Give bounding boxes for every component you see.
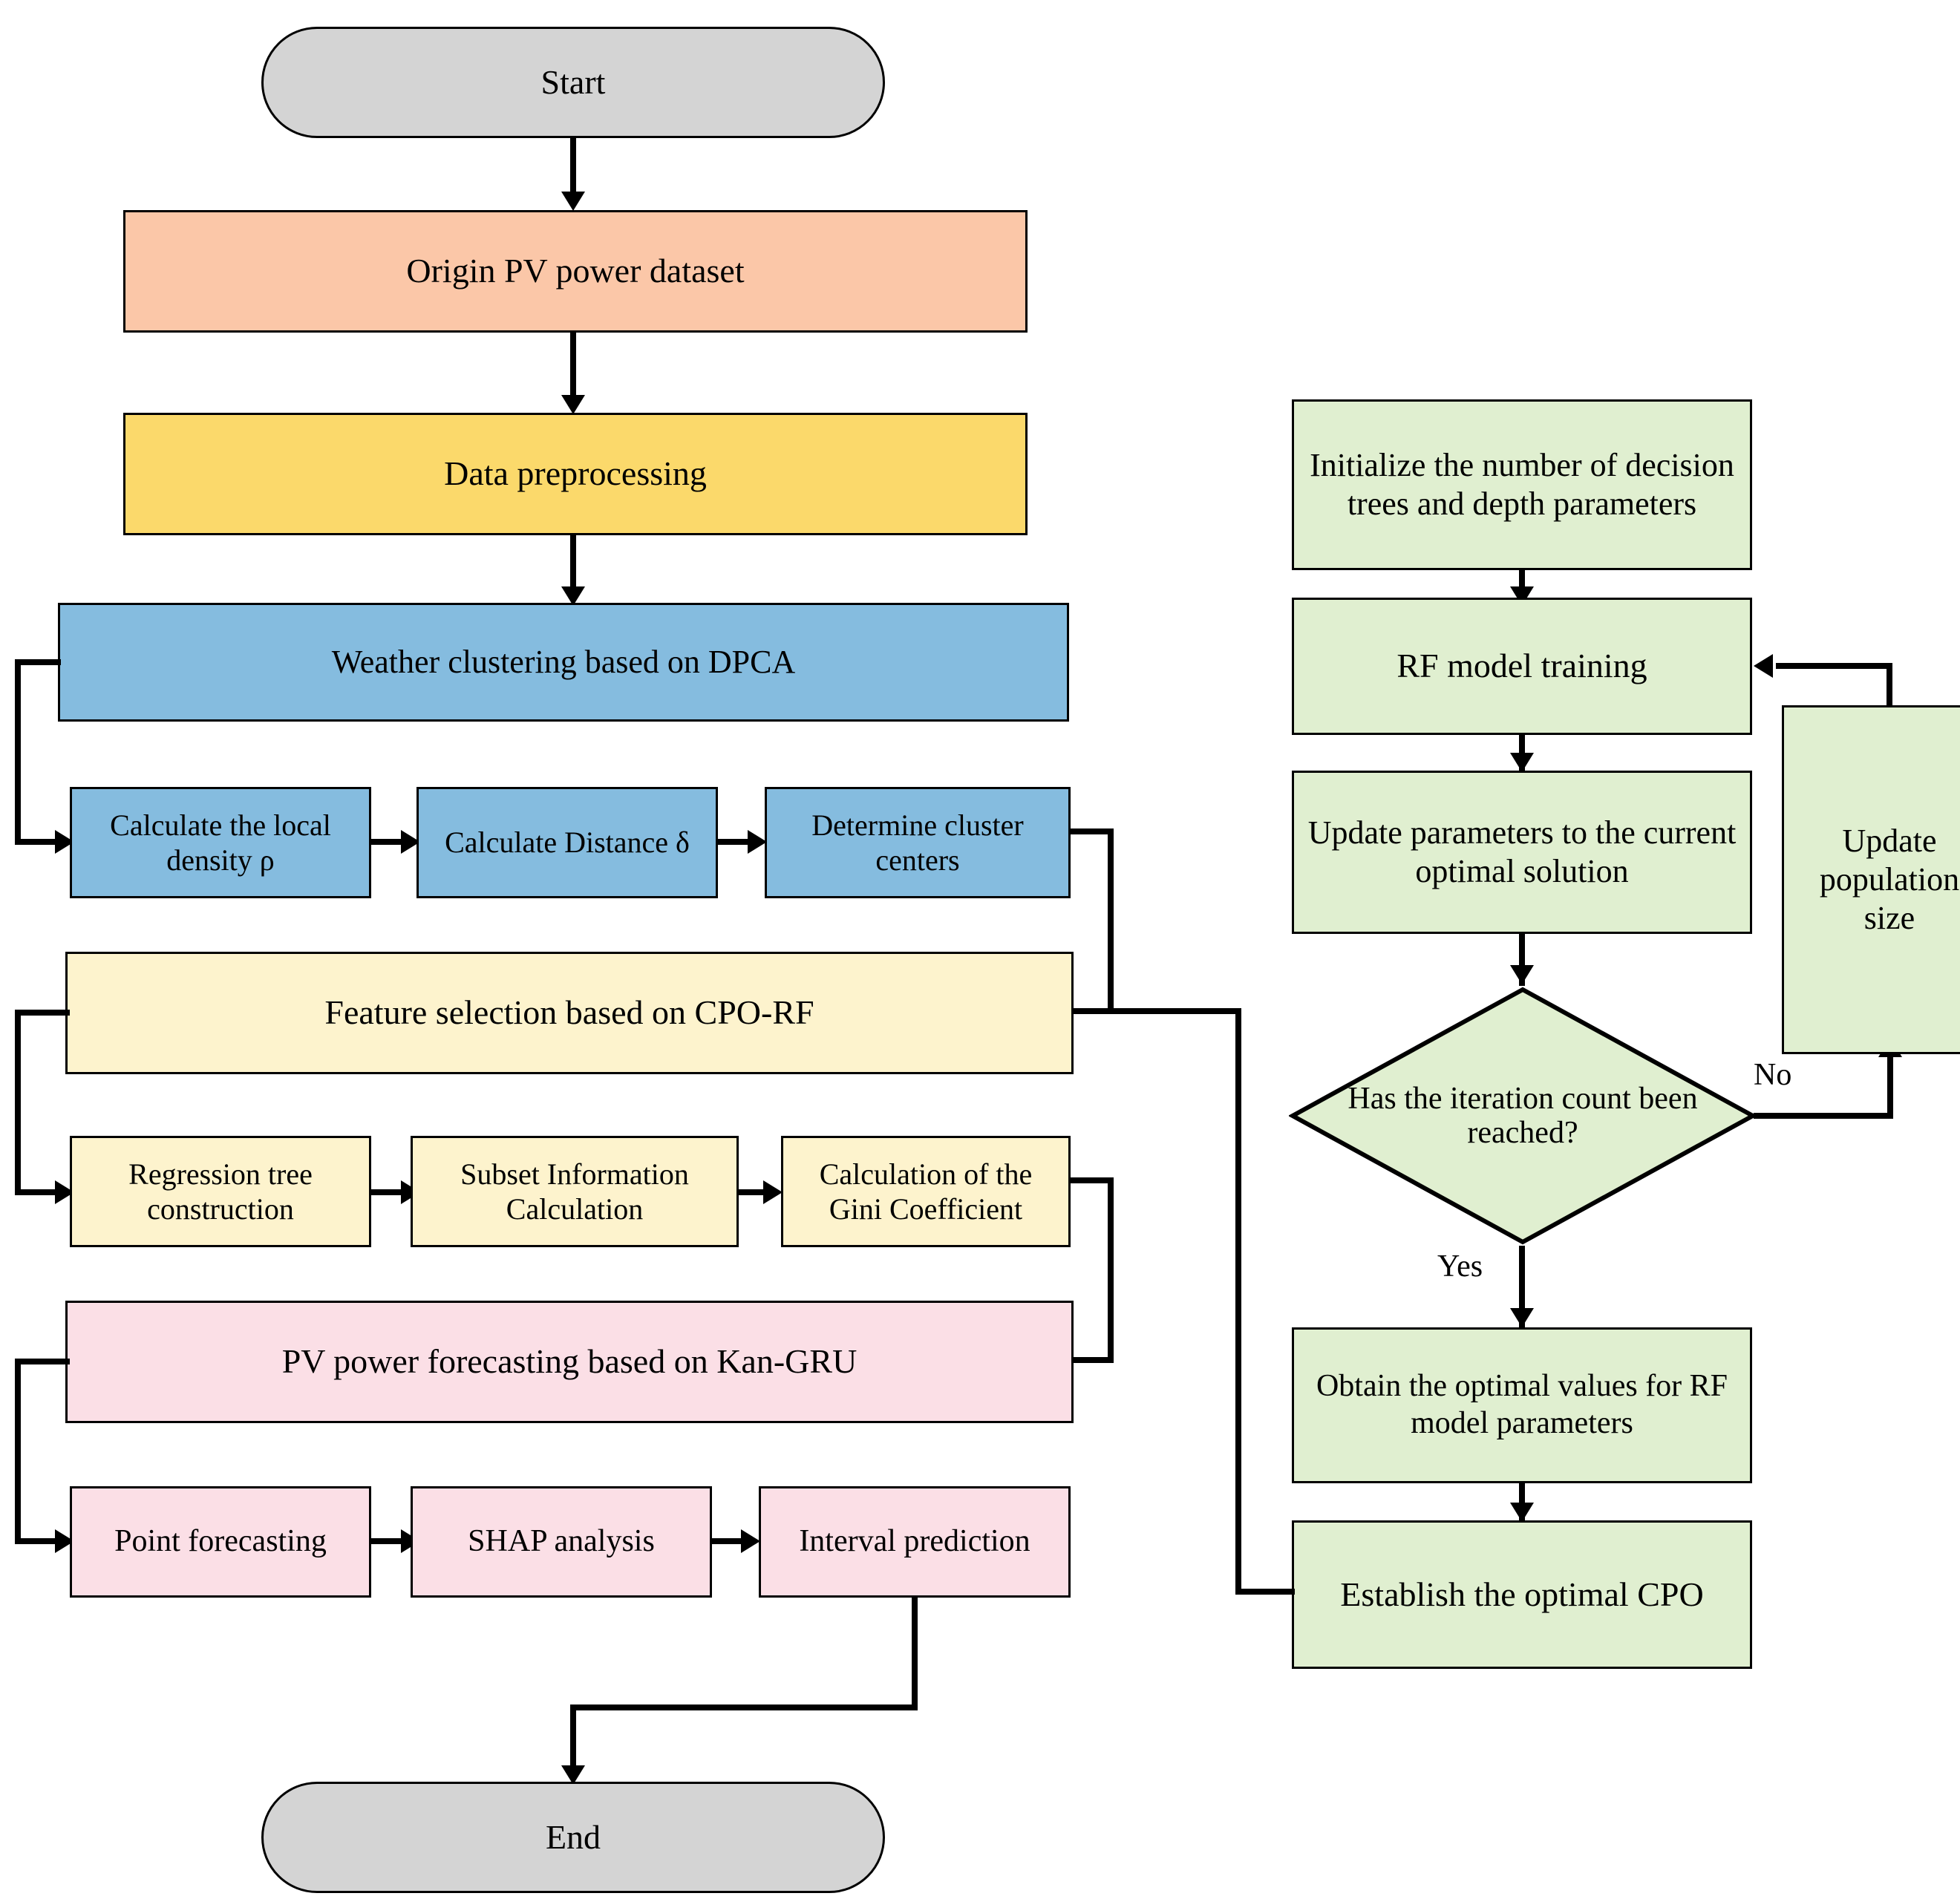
node-iteration-check bbox=[1289, 986, 1757, 1246]
arrowhead-gini-coefficient bbox=[763, 1180, 783, 1204]
node-shap-analysis-label: SHAP analysis bbox=[468, 1524, 655, 1559]
edge-pv-hook-vert bbox=[15, 1359, 21, 1544]
node-weather-clustering-label: Weather clustering based on DPCA bbox=[331, 644, 796, 681]
arrowhead-obtain-optimal bbox=[1510, 1308, 1534, 1327]
edge-centers-hook-vert bbox=[1108, 828, 1114, 1014]
arrowhead-establish-cpo bbox=[1510, 1503, 1534, 1522]
node-pv-forecasting-label: PV power forecasting based on Kan-GRU bbox=[281, 1342, 858, 1381]
edge-cpo-vert bbox=[1235, 1008, 1241, 1595]
node-start-label: Start bbox=[540, 62, 606, 101]
arrowhead-update-parameters bbox=[1510, 753, 1534, 772]
node-local-density-label: Calculate the local density ρ bbox=[110, 808, 331, 877]
edge-no-branch-up bbox=[1887, 1054, 1893, 1119]
node-interval-prediction bbox=[759, 1486, 1071, 1598]
node-update-population-label: Update population size bbox=[1819, 823, 1960, 936]
node-shap-analysis bbox=[411, 1486, 712, 1598]
node-local-density bbox=[70, 787, 371, 898]
edge-interval-across bbox=[570, 1704, 918, 1710]
node-rf-training-label: RF model training bbox=[1396, 647, 1647, 685]
edge-feature-hook-top bbox=[15, 1010, 70, 1016]
node-initialize-label: Initialize the number of decision trees and depth parameters bbox=[1310, 447, 1734, 522]
node-feature-selection bbox=[65, 952, 1074, 1074]
edge-interval-down bbox=[912, 1598, 918, 1710]
arrowhead-rf-training-loop bbox=[1754, 654, 1773, 678]
node-rf-training bbox=[1292, 598, 1752, 735]
node-point-forecasting bbox=[70, 1486, 371, 1598]
node-establish-cpo-label: Establish the optimal CPO bbox=[1340, 1575, 1704, 1613]
edge-gini-hook-vert bbox=[1108, 1177, 1114, 1363]
node-weather-clustering bbox=[58, 603, 1069, 722]
node-establish-cpo bbox=[1292, 1520, 1752, 1669]
node-regression-tree bbox=[70, 1136, 371, 1247]
edge-clustering-hook-top bbox=[15, 659, 61, 665]
edge-clustering-hook-vert bbox=[15, 659, 21, 845]
node-origin-dataset bbox=[123, 210, 1028, 333]
edge-population-to-rf bbox=[1776, 663, 1892, 669]
node-cluster-centers bbox=[765, 787, 1071, 898]
edge-feature-hook-vert bbox=[15, 1010, 21, 1195]
arrowhead-preprocessing bbox=[561, 395, 585, 414]
edge-label-no: No bbox=[1754, 1058, 1792, 1092]
node-regression-tree-label: Regression tree construction bbox=[128, 1157, 313, 1226]
node-subset-information-label: Subset Information Calculation bbox=[460, 1157, 689, 1226]
arrowhead-interval-prediction bbox=[741, 1529, 760, 1553]
node-origin-dataset-label: Origin PV power dataset bbox=[406, 252, 745, 290]
edge-no-branch-right bbox=[1754, 1113, 1893, 1119]
node-calculate-distance bbox=[416, 787, 718, 898]
arrowhead-iteration-check bbox=[1510, 965, 1534, 984]
node-data-preprocessing bbox=[123, 413, 1028, 535]
node-start bbox=[261, 27, 885, 138]
edge-label-yes: Yes bbox=[1437, 1249, 1483, 1284]
node-initialize bbox=[1292, 399, 1752, 570]
node-data-preprocessing-label: Data preprocessing bbox=[444, 454, 707, 493]
node-update-population bbox=[1782, 705, 1960, 1054]
node-end bbox=[261, 1782, 885, 1893]
edge-cpo-left bbox=[1235, 1589, 1295, 1595]
node-update-parameters bbox=[1292, 771, 1752, 934]
edge-pv-hook-top bbox=[15, 1359, 70, 1364]
node-obtain-optimal-label: Obtain the optimal values for RF model parameters bbox=[1316, 1369, 1728, 1440]
edge-cpo-to-feature bbox=[1108, 1008, 1241, 1014]
node-cluster-centers-label: Determine cluster centers bbox=[811, 808, 1024, 877]
arrowhead-origin bbox=[561, 192, 585, 211]
node-iteration-check-label: Has the iteration count been reached? bbox=[1348, 1081, 1698, 1150]
node-feature-selection-label: Feature selection based on CPO-RF bbox=[324, 993, 814, 1032]
node-gini-coefficient bbox=[781, 1136, 1071, 1247]
node-gini-coefficient-label: Calculation of the Gini Coefficient bbox=[819, 1157, 1033, 1226]
node-pv-forecasting bbox=[65, 1301, 1074, 1423]
node-obtain-optimal bbox=[1292, 1327, 1752, 1483]
node-update-parameters-label: Update parameters to the current optimal solution bbox=[1307, 814, 1737, 889]
node-interval-prediction-label: Interval prediction bbox=[799, 1524, 1030, 1559]
node-point-forecasting-label: Point forecasting bbox=[114, 1524, 327, 1559]
edge-population-up bbox=[1886, 663, 1892, 707]
node-subset-information bbox=[411, 1136, 739, 1247]
node-calculate-distance-label: Calculate Distance δ bbox=[445, 826, 690, 860]
node-end-label: End bbox=[545, 1817, 601, 1856]
